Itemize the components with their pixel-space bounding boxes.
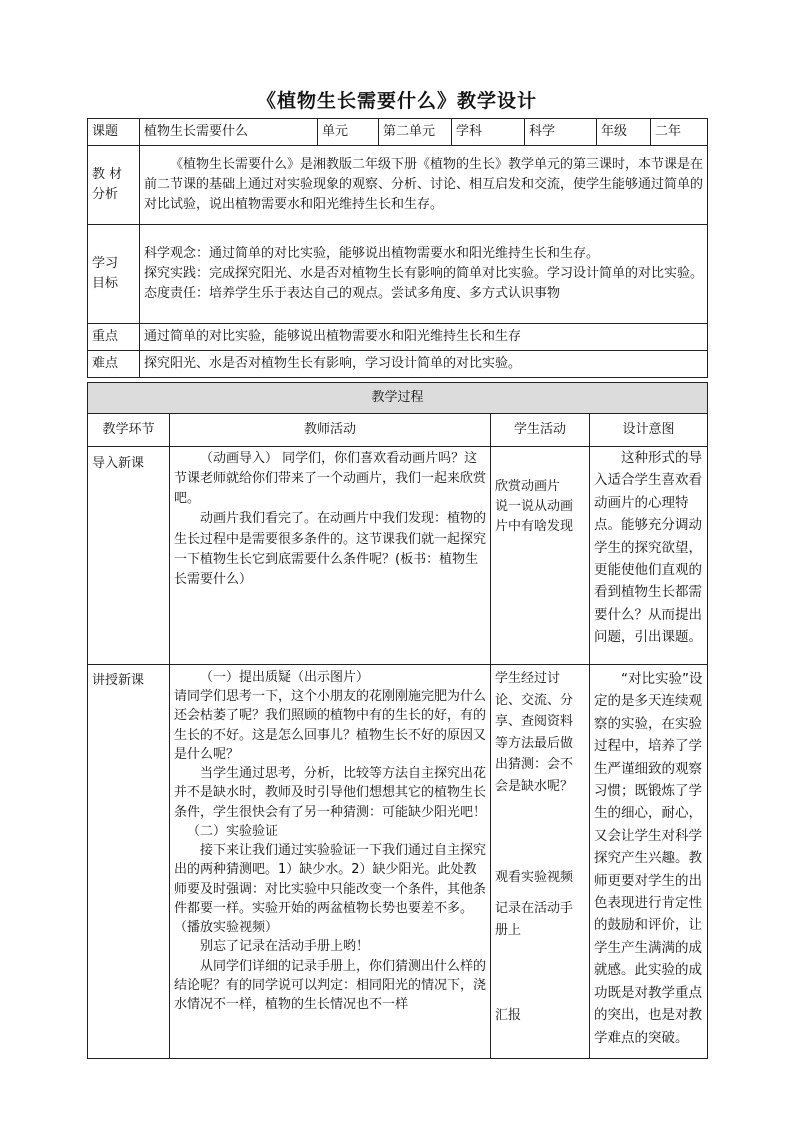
- new-teacher-p3: 接下来让我们通过实验验证一下我们通过自主探究出的两种猜测吧。1）缺少水。2）缺少阳光。此处教师要及时强调：对比实验中只能改变一个条件，其他条件都要一样。实验开始的两盆植物长势也要差不多。（播放实验视频）: [174, 843, 487, 936]
- header-student: 学生活动: [491, 414, 590, 447]
- intro-teacher-p2: 动画片我们看完了。在动画片中我们发现：植物的生长过程中是需要很多条件的。这节课我们就一起探究一下植物生长它到底需要什么条件呢？(板书：植物生长需要什么）: [174, 511, 487, 587]
- intro-stage: 导入新课: [88, 447, 170, 665]
- new-teacher-h1: （一）提出质疑（出示图片）: [200, 670, 370, 685]
- new-teacher-h2: （二）实验验证: [187, 823, 279, 839]
- new-student-p3: 记录在活动手册上: [495, 901, 574, 938]
- goals-label-line-2: 目标: [92, 276, 119, 291]
- intro-intent: 这种形式的导入适合学生喜欢看动画片的心理特点。能够充分调动学生的探究欲望，更能使他们直观的看到植物生长都需要什么？从而提出问题，引出课题。: [590, 447, 708, 665]
- goal-science: 科学观念：通过简单的对比实验，能够说出植物需要水和阳光维持生长和生存。: [144, 245, 600, 261]
- key-point-text: 通过简单的对比实验，能够说出植物需要水和阳光维持生长和生存: [140, 324, 708, 351]
- material-label: [88, 146, 140, 225]
- topic-value: 植物生长需要什么: [140, 119, 318, 146]
- key-point-label: 重点: [88, 324, 140, 351]
- intro-student-p2: 说一说从动画片中有啥发现: [495, 499, 574, 535]
- process-heading-row: [88, 383, 708, 414]
- new-stage: 讲授新课: [88, 665, 170, 1059]
- goal-practice: 探究实践：完成探究阳光、水是否对植物生长有影响的简单对比实验。学习设计简单的对比实验。: [144, 265, 704, 281]
- document-title: 《植物生长需要什么》教学设计: [256, 90, 537, 112]
- material-text: 《植物生长需要什么》是湘教版二年级下册《植物的生长》教学单元的第三课时，本节课是在前二节课的基础上通过对实验现象的观察、分析、讨论、相互启发和交流，使学生能够通过简单的对比试验，说出植物需要水和阳光维持生长和生存。: [140, 146, 708, 225]
- goals-label: [88, 225, 140, 324]
- material-row: [88, 146, 708, 225]
- new-student-p1: 学生经过讨论、交流、分享、查阅资料等方法最后做出猜测：会不会是缺水呢？: [495, 671, 574, 794]
- topic-label: 课题: [88, 119, 140, 146]
- new-student: [491, 665, 590, 1059]
- new-teacher-p1: 请同学们思考一下，这个小朋友的花刚刚施完肥为什么还会枯萎了呢？我们照顾的植物中有的生长的好，有的生长的不好。这是怎么回事儿？植物生长不好的原因又是什么呢？: [174, 689, 487, 762]
- unit-label: 单元: [318, 119, 379, 146]
- new-teacher-p4: 别忘了记录在活动手册上哟！: [200, 939, 370, 955]
- grade-label: 年级: [597, 119, 651, 146]
- new-teacher-p5: 从同学们详细的记录手册上，你们猜测出什么样的结论呢？有的同学说可以判定：相同阳光的情况下，浇水情况不一样，植物的生长情况也不一样: [174, 958, 487, 1012]
- subject-label: 学科: [452, 119, 525, 146]
- new-teacher: [170, 665, 491, 1059]
- new-student-p4: 汇报: [495, 1008, 522, 1024]
- intro-row: [88, 447, 708, 665]
- lesson-info-table: [87, 118, 708, 378]
- new-intent: “对比实验”设定的是多天连续观察的实验，在实验过程中，培养了学生严谨细致的观察习惯；既锻炼了学生的细心，耐心，又会让学生对科学探究产生兴趣。教师更要对学生的出色表现进行肯定性的鼓励和评价，让学生产生满满的成就感。此实验的成功既是对教学重点的突出，也是对教学难点的突破。: [590, 665, 708, 1059]
- new-lesson-row: [88, 665, 708, 1059]
- intro-student: [491, 447, 590, 665]
- header-intent: 设计意图: [590, 414, 708, 447]
- intro-teacher: [170, 447, 491, 665]
- process-heading: 教学过程: [88, 383, 708, 414]
- material-label-line-2: 分析: [92, 187, 119, 202]
- new-teacher-p2: 当学生通过思考，分析，比较等方法自主探究出花并不是缺水时，教师及时引导他们想想其它的植物生长条件，学生很快会有了另一种猜测：可能缺少阳光吧！: [174, 766, 487, 820]
- difficulty-text: 探究阳光、水是否对植物生长有影响，学习设计简单的对比实验。: [140, 351, 708, 378]
- header-stage: 教学环节: [88, 414, 170, 447]
- key-point-row: [88, 324, 708, 351]
- subject-value: 科学: [525, 119, 597, 146]
- difficulty-label: 难点: [88, 351, 140, 378]
- topic-row: [88, 119, 708, 146]
- teaching-process-table: [87, 382, 708, 1059]
- goals-row: [88, 225, 708, 324]
- grade-value: 二年: [651, 119, 708, 146]
- goals-label-line-1: 学习: [92, 255, 119, 271]
- difficulty-row: [88, 351, 708, 378]
- header-teacher: 教师活动: [170, 414, 491, 447]
- goals-content: [140, 225, 708, 324]
- unit-value: 第二单元: [379, 119, 452, 146]
- process-header-row: [88, 414, 708, 447]
- intro-teacher-p1: （动画导入） 同学们，你们喜欢看动画片吗？这节课老师就给你们带来了一个动画片，我们一起来欣赏吧。: [174, 451, 487, 507]
- intro-student-p1: 欣赏动画片: [495, 479, 561, 494]
- goal-attitude: 态度责任：培养学生乐于表达自己的观点。尝试多角度、多方式认识事物: [144, 286, 561, 302]
- material-label-line-1: 教 材: [92, 166, 123, 182]
- new-student-p2: 观看实验视频: [495, 870, 574, 886]
